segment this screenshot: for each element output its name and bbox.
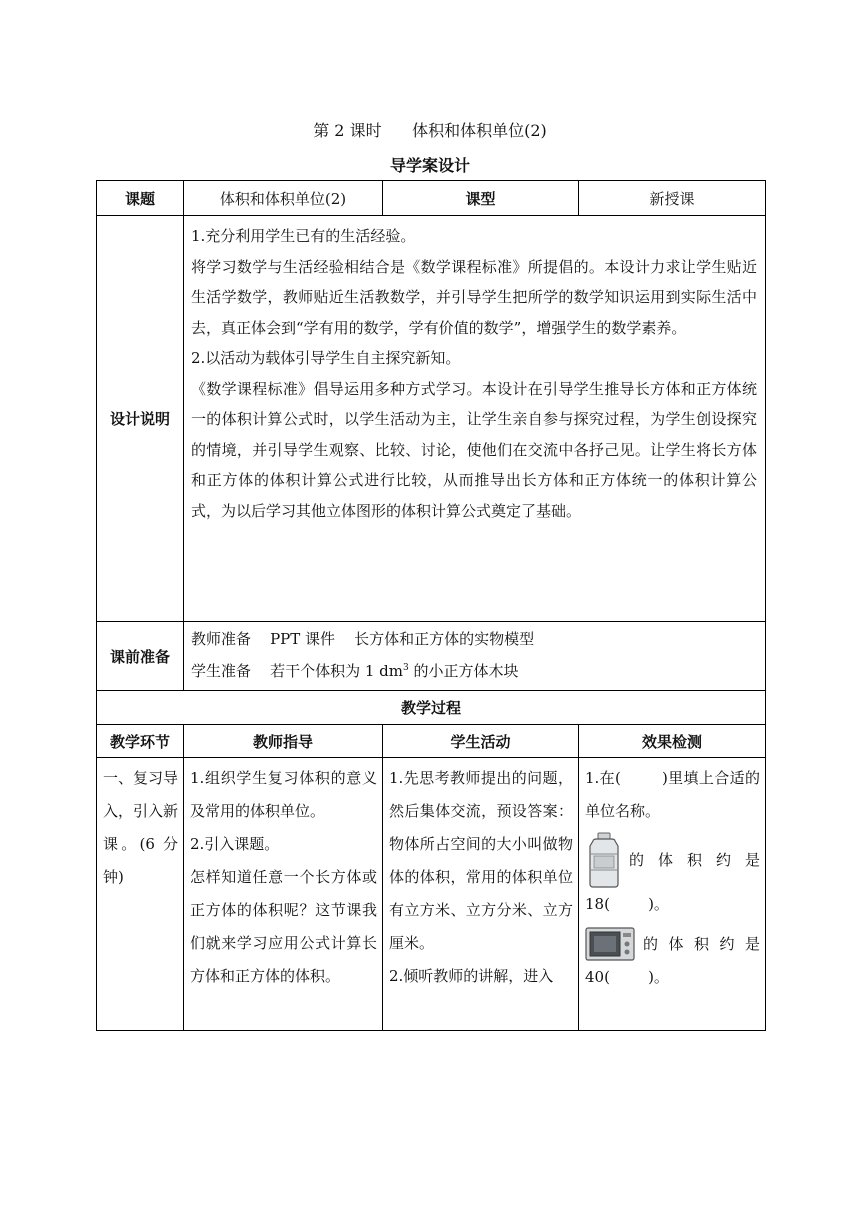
stage-text: 一、复习导入，引入新课。(6 分钟) (103, 769, 179, 886)
info-row (97, 181, 766, 216)
design-content (184, 216, 766, 622)
process-title-row (97, 691, 766, 725)
design-paragraph-2: 《数学课程标准》倡导运用多种方式学习。本设计在引导学生推导长方体和正方体统一的体积计算公式时，以学生活动为主，让学生亲自参与探究过程，为学生创设探究的情境，并引导学生观察、比较、讨论，使他们在交流中各抒己见。让学生将长方体和正方体的体积计算公式进行比较，从而推导出长方体和正方体统一的体积计算公式，为以后学习其他立体图形的体积计算公式奠定了基础。 (191, 379, 757, 520)
teacher-cell (184, 758, 383, 1031)
process-title: 教学过程 (97, 691, 766, 725)
student-prep-suffix: 的小正方体木块 (408, 662, 519, 680)
prep-label: 课前准备 (97, 622, 184, 691)
col-stage: 教学环节 (97, 725, 184, 758)
student-prep-sup: 3 (402, 663, 409, 673)
teacher-prep: 教师准备 PPT 课件 长方体和正方体的实物模型 (191, 630, 535, 648)
col-student: 学生活动 (383, 725, 579, 758)
student-prep-prefix: 学生准备 若干个体积为 1 dm (191, 662, 403, 680)
check-item-1-answer: 18( )。 (585, 895, 669, 913)
check-question: 1.在( )里填上合适的单位名称。 (585, 769, 760, 820)
teacher-line-3: 怎样知道任意一个长方体或正方体的体积呢？这节课我们就来学习应用公式计算长方体和正方体的体积。 (190, 868, 377, 985)
lesson-title: 第 2 课时 体积和体积单位(2) (313, 121, 547, 140)
process-row-1 (97, 758, 766, 1031)
prep-content (184, 622, 766, 691)
microwave-icon (585, 927, 635, 961)
teacher-line-1: 1.组织学生复习体积的意义及常用的体积单位。 (190, 769, 377, 820)
check-item-1 (585, 832, 760, 888)
student-line-2: 2.倾听教师的讲解，进入 (389, 967, 554, 985)
lesson-plan-table (96, 180, 766, 1031)
topic-value: 体积和体积单位(2) (184, 181, 383, 216)
col-teacher: 教师指导 (184, 725, 383, 758)
design-row (97, 216, 766, 622)
student-cell (383, 758, 579, 1031)
design-label: 设计说明 (97, 216, 184, 622)
check-cell (579, 758, 766, 1031)
check-item-2-text: 的体积约是 (643, 934, 760, 953)
design-paragraph-1: 将学习数学与生活经验相结合是《数学课程标准》所提倡的。本设计力求让学生贴近生活学数学，教师贴近生活教数学，并引导学生把所学的数学知识运用到实际生活中去，真正体会到“学有用的数学，学有价值的数学”，增强学生的数学素养。 (191, 257, 757, 337)
type-value: 新授课 (579, 181, 766, 216)
topic-label: 课题 (97, 181, 184, 216)
stage-cell (97, 758, 184, 1031)
type-label: 课型 (383, 181, 579, 216)
teacher-line-2: 2.引入课题。 (190, 835, 280, 853)
check-item-2-answer: 40( )。 (585, 968, 669, 986)
prep-row (97, 622, 766, 691)
check-item-2 (585, 927, 760, 961)
design-point-2: 2.以活动为载体引导学生自主探究新知。 (191, 349, 461, 367)
check-item-1-text: 的体积约是 (629, 850, 760, 869)
student-prep (191, 654, 757, 686)
design-point-1: 1.充分利用学生已有的生活经验。 (191, 227, 416, 245)
page-subtitle: 导学案设计 (389, 156, 470, 175)
process-header-row (97, 725, 766, 758)
col-check: 效果检测 (579, 725, 766, 758)
student-line-1: 1.先思考教师提出的问题，然后集体交流，预设答案：物体所占空间的大小叫做物体的体积，常用的体积单位有立方米、立方分米、立方厘米。 (389, 769, 573, 952)
water-bottle-icon (585, 832, 623, 888)
